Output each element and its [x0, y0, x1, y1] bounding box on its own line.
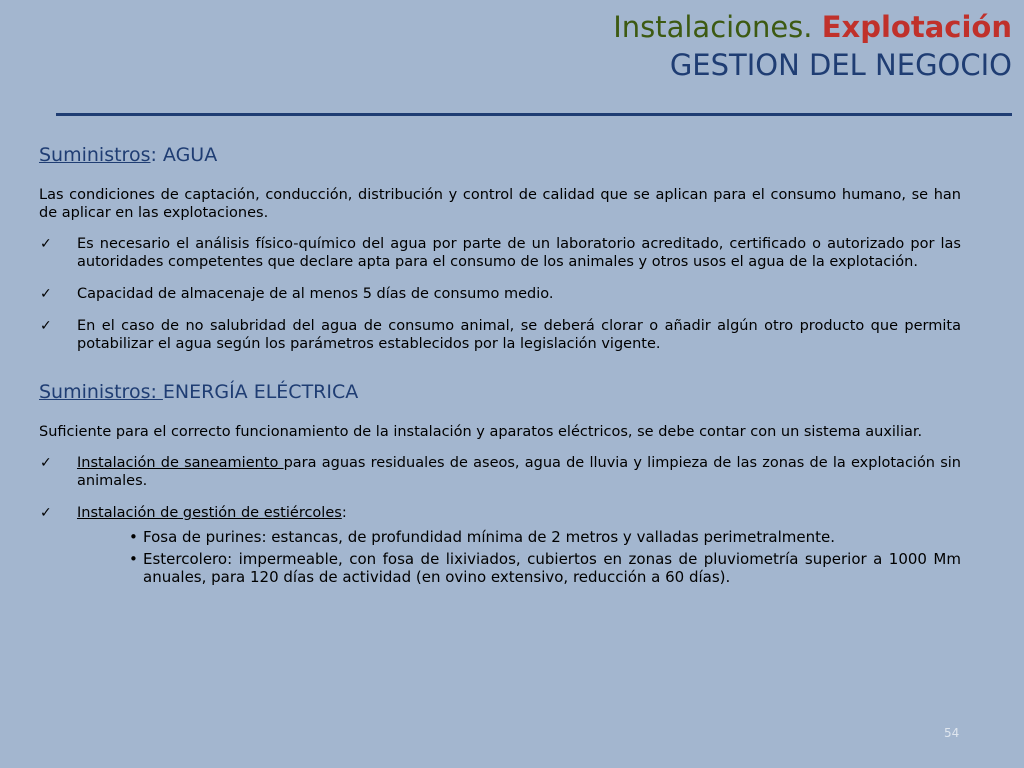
- sub-list-item-text: Estercolero: impermeable, con fosa de lixiviados, cubiertos en zonas de pluviometría superior a 1000 Mm anuales, para 120 días de actividad (en ovino extensivo, reducción a 60 días).: [143, 550, 961, 586]
- sub-list: [77, 528, 961, 586]
- section-energia: [39, 381, 961, 586]
- check-icon: ✓: [40, 455, 52, 471]
- title-part-explotacion: Explotación: [821, 10, 1012, 44]
- sub-list-item: [129, 528, 961, 546]
- slide-header: [613, 8, 1012, 84]
- section-paragraph-agua: Las condiciones de captación, conducción, distribución y control de calidad que se aplican para el consumo humano, se han de aplicar en las explotaciones.: [39, 187, 961, 221]
- slide-content: [39, 144, 961, 600]
- list-item-text: Es necesario el análisis físico-químico del agua por parte de un laboratorio acreditado, certificado o autorizado por las autoridades competentes que declare apta para el consumo de los animales y otros usos el agua de la explotación.: [77, 236, 961, 270]
- section-title-agua: [39, 144, 961, 166]
- bullet-dot-icon: •: [129, 528, 138, 546]
- check-icon: ✓: [40, 505, 52, 521]
- check-list-energia: [39, 454, 961, 586]
- list-item-text: para aguas residuales de aseos, agua de lluvia y limpieza de las zonas de la explotación sin animales.: [77, 455, 961, 489]
- list-item: [39, 285, 961, 303]
- bullet-dot-icon: •: [129, 550, 138, 568]
- title-part-instalaciones: Instalaciones.: [613, 10, 813, 44]
- list-item: [39, 235, 961, 271]
- check-icon: ✓: [40, 318, 52, 334]
- check-list-agua: [39, 235, 961, 353]
- list-item: [39, 454, 961, 490]
- list-item-text: Capacidad de almacenaje de al menos 5 días de consumo medio.: [77, 286, 554, 302]
- check-icon: ✓: [40, 286, 52, 302]
- page-number: 54: [944, 726, 960, 740]
- list-item-text: En el caso de no salubridad del agua de consumo animal, se deberá clorar o añadir algún otro producto que permita potabilizar el agua según los parámetros establecidos por la legislación vigente.: [77, 318, 961, 352]
- section-title-rest: ENERGÍA ELÉCTRICA: [162, 381, 359, 403]
- list-item: [39, 504, 961, 586]
- section-title-underlined: Suministros:: [39, 381, 163, 403]
- slide-subtitle: GESTION DEL NEGOCIO: [669, 48, 1012, 82]
- header-divider: [56, 113, 1012, 116]
- list-item-text: :: [341, 505, 347, 521]
- section-title-underlined: Suministros: [39, 144, 151, 166]
- section-paragraph-energia: Suficiente para el correcto funcionamiento de la instalación y aparatos eléctricos, se debe contar con un sistema auxiliar.: [39, 424, 923, 440]
- slide-title: [613, 8, 1012, 46]
- sub-list-item-text: Fosa de purines: estancas, de profundidad mínima de 2 metros y valladas perimetralmente.: [143, 528, 836, 546]
- section-title-rest: : AGUA: [150, 144, 218, 166]
- list-item: [39, 317, 961, 353]
- list-item-underlined: Instalación de gestión de estiércoles: [77, 505, 342, 521]
- sub-list-item: [129, 550, 961, 586]
- list-item-underlined: Instalación de saneamiento: [77, 455, 284, 471]
- check-icon: ✓: [40, 236, 52, 252]
- section-title-energia: [39, 381, 961, 403]
